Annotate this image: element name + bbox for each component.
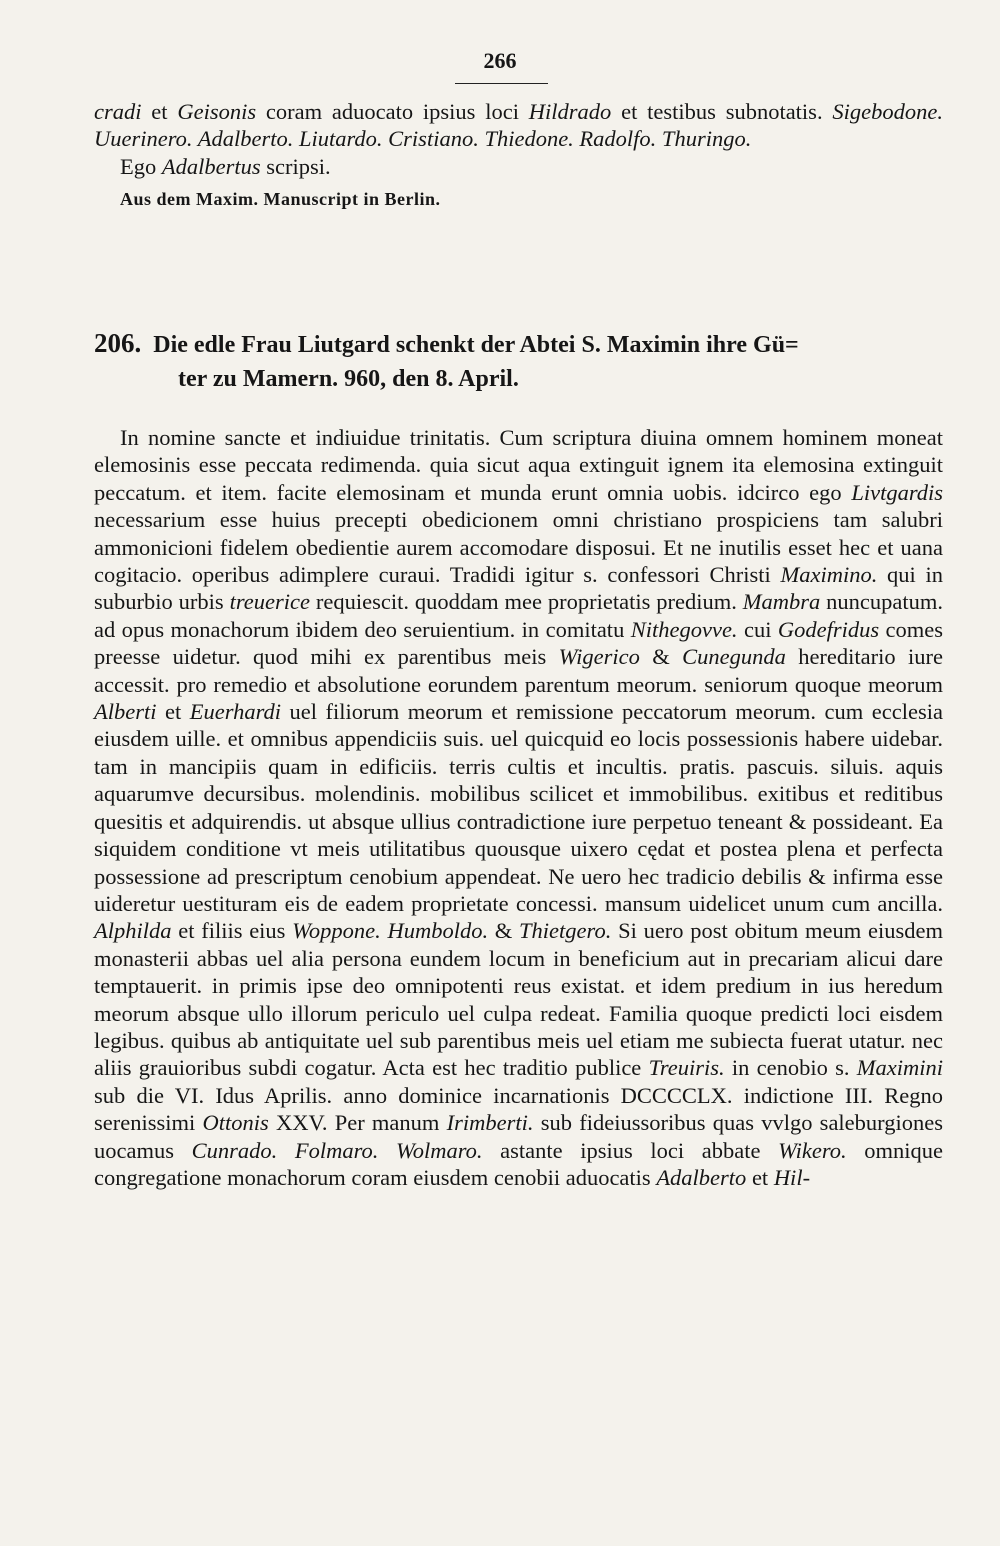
text-run: et testibus subnotatis. [611, 99, 833, 124]
italic-name: Thietgero. [519, 918, 612, 944]
charter-title-line1: Die edle Frau Liutgard schenkt der Abtei S. Maximin ihre Gü= [153, 332, 799, 358]
text-run: Ego [120, 153, 162, 179]
text-run: necessarium esse huius precepti obedicionem omni christiano prospiciens tam salubri ammonicioni fidelem obedientie aurem accomodare disposui. Et ne inutilis esset hec et uana cogitacio. operibus adimplere curaui. Tradidi igitur s. confessori Christi [94, 507, 943, 588]
previous-charter-scribe [94, 153, 943, 180]
italic-name: Woppone. Humboldo. [292, 918, 489, 944]
text-run: hereditario iure accessit. pro remedio et absolutione eorundem parentum meorum. seniorum quoque meorum [94, 644, 943, 697]
italic-name: treuerice [229, 589, 310, 615]
italic-name: Alberti [94, 699, 157, 725]
text-run: cui [737, 616, 778, 642]
text-run: & [488, 918, 520, 944]
italic-name: Livtgardis [851, 479, 943, 505]
source-note: Aus dem Maxim. Manuscript in Berlin. [120, 189, 441, 210]
page-number: 266 [483, 48, 517, 73]
text-run: astante ipsius loci abbate [482, 1137, 779, 1163]
text-run: requiescit. quoddam mee proprietatis predium. [309, 589, 743, 615]
italic-name: Sigebodone. Uuerinero. Adalberto. Liutardo. Cristiano. Thiedone. Radolfo. Thuringo. [94, 99, 943, 152]
italic-name: Hil- [773, 1164, 811, 1190]
text-run: et [156, 699, 190, 725]
italic-name: Maximino. [780, 562, 878, 588]
text-run: sub fideiussoribus quas vvlgo saleburgiones uocamus [94, 1110, 943, 1163]
charter-body [94, 424, 943, 1191]
previous-charter-witnesses [94, 98, 943, 153]
italic-name: Mambra [742, 589, 821, 615]
italic-name: Geisonis [177, 99, 257, 124]
italic-name: Wikero. [778, 1137, 847, 1163]
italic-name: Cunegunda [682, 644, 786, 670]
text-run: coram aduocato ipsius loci [256, 99, 529, 124]
italic-name: Treuiris. [648, 1055, 725, 1081]
text-run: Si uero post obitum meum eiusdem monasterii abbas uel alia persona eundem locum in beneficium aut in precariam alicui dare temptauerit. in primis ipse deo omnipotenti reus existat. et idem predium in ius heredum meorum absque ullo illorum periculo uel culpa redeat. Familia quoque predicti loci eisdem legibus. quibus ab antiquitate uel sub parentibus meis uel etiam me subiecta fuerat utatur. nec aliis grauioribus subdi cogatur. Acta est hec traditio publice [94, 918, 943, 1081]
italic-name: Adalberto [656, 1164, 747, 1190]
text-run: In nomine sancte et indiuidue trinitatis. Cum scriptura diuina omnem hominem moneat elemosinis esse peccata redimenda. quia sicut aqua extinguit ignem ita elemosina extinguit peccatum. et item. facite elemosinam et munda erunt omnia uobis. idcirco ego [94, 425, 943, 505]
italic-name: Ottonis [202, 1110, 269, 1136]
text-run: qui in suburbio urbis [94, 562, 943, 615]
italic-name: Irimberti. [446, 1110, 534, 1136]
italic-name: Wigerico [558, 644, 640, 670]
page-number-rule [455, 83, 548, 84]
italic-name: Adalbertus [161, 153, 261, 179]
text-run: sub die VI. Idus Aprilis. anno dominice incarnationis DCCCCLX. indictione III. Regno serenissimi [94, 1082, 943, 1136]
text-run: comes preesse uidetur. quod mihi ex parentibus meis [94, 616, 943, 670]
text-run: et [141, 99, 178, 124]
italic-name: Alphilda [94, 918, 172, 944]
text-run: et [746, 1164, 774, 1190]
text-run: in cenobio s. [724, 1055, 857, 1081]
italic-name: Euerhardi [189, 699, 282, 725]
text-run: XXV. Per manum [268, 1110, 447, 1136]
text-run: omnique congregatione monachorum coram eiusdem cenobii aduocatis [94, 1137, 943, 1190]
italic-name: cradi [94, 99, 142, 124]
previous-charter-end [94, 98, 943, 214]
charter-number: 206. [94, 328, 142, 358]
charter-title-line2: ter zu Mamern. 960, den 8. April. [178, 366, 519, 392]
text-run: nuncupatum. ad opus monachorum ibidem deo seruientium. in comitatu [94, 589, 944, 642]
italic-name: Hildrado [528, 99, 612, 124]
italic-name: Godefridus [777, 616, 880, 642]
text-run: uel filiorum meorum et remissione peccatorum meorum. cum ecclesia eiusdem uille. et omnibus appendiciis suis. uel quicquid eo locis possessionis habere uidebar. tam in mancipiis quam in edificiis. terris cultis et incultis. pratis. pascuis. siluis. aquis aquarumve decursibus. molendinis. mobilibus scilicet et immobilibus. exitibus et reditibus quesitis et adquirendis. ut absque ullius contradictione iure perpetuo teneant & possideant. Ea siquidem conditione vt meis utilitatibus quousque uixero cędat et postea plena et perfecta possessione ad prescriptum cenobium appendeat. Ne uero hec tradicio debilis & infirma esse uideretur uestituram eis de eadem proprietate concessi. mansum uidelicet unum cum ancilla. [94, 699, 943, 916]
italic-name: Nithegovve. [630, 616, 738, 642]
text-run: & [639, 644, 683, 670]
text-run: et filiis eius [171, 918, 293, 944]
text-run: scripsi. [260, 153, 331, 179]
charter-text [94, 424, 943, 1191]
italic-name: Cunrado. Folmaro. Wolmaro. [191, 1137, 483, 1163]
italic-name: Maximini [856, 1055, 944, 1081]
charter-heading [94, 326, 943, 396]
